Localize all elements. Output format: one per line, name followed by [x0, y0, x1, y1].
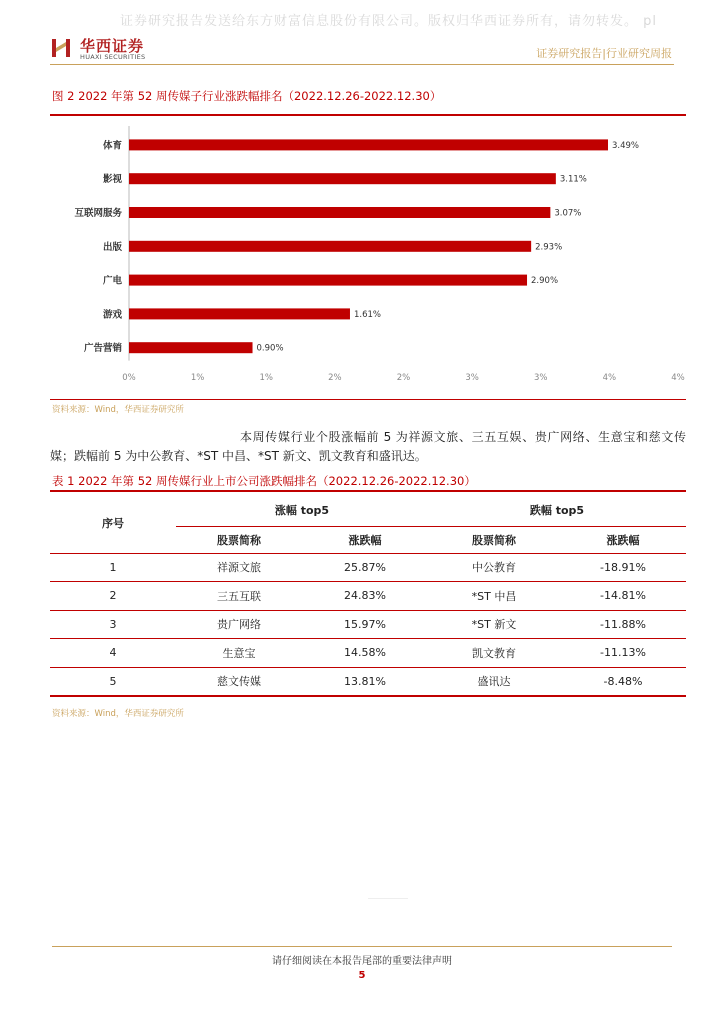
data-label: 3.07% [554, 208, 582, 219]
down-stock-change: -14.81% [560, 582, 686, 611]
down-stock-change: -8.48% [560, 667, 686, 696]
category-label: 体育 [102, 140, 122, 152]
bar [129, 342, 253, 353]
up-stock-change: 25.87% [302, 553, 428, 582]
data-label: 2.93% [535, 242, 563, 253]
ranking-table [50, 494, 686, 697]
table-row [50, 553, 686, 582]
summary-paragraph [50, 428, 686, 466]
bar [129, 308, 350, 319]
row-index: 4 [50, 639, 176, 668]
col-group-up: 涨幅 top5 [176, 494, 428, 526]
col-group-down: 跌幅 top5 [428, 494, 686, 526]
table-top-rule [50, 490, 686, 492]
col-header-up-name: 股票简称 [176, 526, 302, 553]
logo-text: 华西证券 [80, 37, 145, 55]
table-row [50, 610, 686, 639]
table-source: 资料来源：Wind，华西证券研究所 [52, 709, 184, 719]
bar [129, 173, 556, 184]
down-stock-name: 凯文教育 [428, 639, 560, 668]
bar-chart [50, 118, 686, 400]
data-label: 3.11% [559, 174, 587, 185]
header-divider [50, 64, 674, 65]
x-tick-label: 3% [534, 373, 548, 383]
down-stock-change: -11.88% [560, 610, 686, 639]
bar [129, 275, 527, 286]
x-tick-label: 1% [259, 373, 273, 383]
data-label: 0.90% [256, 343, 284, 354]
figure-title: 图 2 2022 年第 52 周传媒子行业涨跌幅排名（2022.12.26-2022.12.30） [52, 89, 442, 103]
row-index: 3 [50, 610, 176, 639]
col-header-down-name: 股票简称 [428, 526, 560, 553]
category-label: 出版 [102, 241, 122, 253]
category-label: 广告营销 [83, 343, 122, 355]
figure-top-rule [50, 114, 686, 116]
x-tick-label: 0% [122, 373, 136, 383]
report-type-label: 证券研究报告|行业研究周报 [536, 47, 672, 60]
down-stock-name: 中公教育 [428, 553, 560, 582]
up-stock-name: 三五互联 [176, 582, 302, 611]
footer-notice: 请仔细阅读在本报告尾部的重要法律声明 [272, 956, 452, 967]
x-tick-label: 1% [190, 373, 205, 383]
logo-subtext: HUAXI SECURITIES [80, 53, 146, 61]
footer-divider [52, 946, 672, 947]
table-row [50, 639, 686, 668]
bar [129, 139, 608, 150]
down-stock-name: 盛讯达 [428, 667, 560, 696]
huaxi-logo-icon [50, 37, 72, 59]
watermark-text: 证券研究报告发送给东方财富信息股份有限公司。版权归华西证券所有，请勿转发。 pl [120, 14, 657, 29]
x-tick-label: 2% [328, 373, 342, 383]
up-stock-name: 生意宝 [176, 639, 302, 668]
bar [129, 241, 531, 252]
summary-text: 本周传媒行业个股涨幅前 5 为祥源文旅、三五互娱、贵广网络、生意宝和慈文传媒；跌幅前 5 为中公教育、*ST 中昌、*ST 新文、凯文教育和盛讯达。 [50, 430, 686, 463]
x-tick-label: 4% [602, 373, 617, 383]
table-row [50, 582, 686, 611]
category-label: 游戏 [102, 309, 122, 321]
table-row [50, 667, 686, 696]
up-stock-change: 24.83% [302, 582, 428, 611]
down-stock-change: -11.13% [560, 639, 686, 668]
row-index: 2 [50, 582, 176, 611]
category-label: 互联网服务 [74, 208, 122, 219]
down-stock-name: *ST 新文 [428, 610, 560, 639]
figure-source: 资料来源：Wind，华西证券研究所 [52, 405, 184, 415]
up-stock-name: 慈文传媒 [176, 667, 302, 696]
data-label: 2.90% [531, 276, 559, 287]
page-number: 5 [358, 970, 366, 981]
figure-bottom-rule [50, 399, 686, 400]
down-stock-change: -18.91% [560, 553, 686, 582]
up-stock-name: 祥源文旅 [176, 553, 302, 582]
scan-artifact [368, 898, 408, 899]
up-stock-name: 贵广网络 [176, 610, 302, 639]
up-stock-change: 14.58% [302, 639, 428, 668]
category-label: 影视 [102, 174, 122, 186]
col-header-index: 序号 [50, 494, 176, 553]
up-stock-change: 15.97% [302, 610, 428, 639]
table-title: 表 1 2022 年第 52 周传媒行业上市公司涨跌幅排名（2022.12.26-2022.12.30） [52, 474, 476, 488]
x-tick-label: 3% [465, 373, 479, 383]
row-index: 1 [50, 553, 176, 582]
down-stock-name: *ST 中昌 [428, 582, 560, 611]
category-label: 广电 [102, 275, 122, 287]
data-label: 1.61% [353, 309, 381, 320]
bar [129, 207, 550, 218]
col-header-up-change: 涨跌幅 [302, 526, 428, 553]
up-stock-change: 13.81% [302, 667, 428, 696]
x-tick-label: 4% [671, 373, 685, 383]
row-index: 5 [50, 667, 176, 696]
col-header-down-change: 涨跌幅 [560, 526, 686, 553]
data-label: 3.49% [612, 140, 640, 151]
x-tick-label: 2% [396, 373, 411, 383]
